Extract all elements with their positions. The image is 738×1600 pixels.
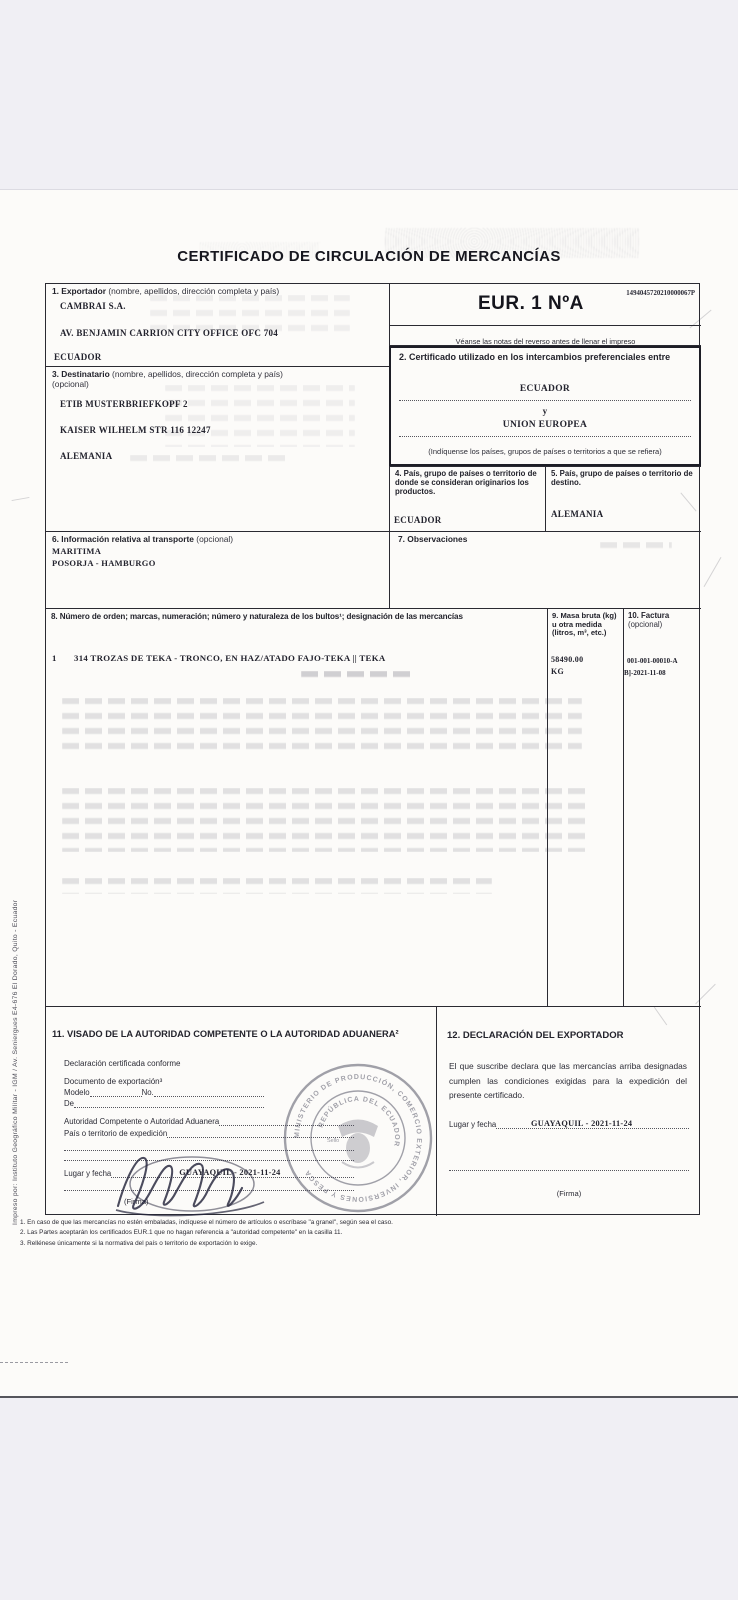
- dotted-rule: [399, 400, 691, 401]
- box3-opcional: (opcional): [52, 378, 89, 389]
- box12-header: 12. DECLARACIÓN DEL EXPORTADOR: [447, 1030, 624, 1041]
- ministry-stamp: [272, 1052, 444, 1224]
- dotted-rule: [399, 436, 691, 437]
- box10-factura: [623, 609, 701, 1007]
- exporter-country: ECUADOR: [54, 352, 102, 362]
- lugar-fecha-label: Lugar y fecha: [64, 1169, 112, 1178]
- box6-transporte: [46, 531, 389, 608]
- box2-title: 2. Certificado utilizado en los intercambios preferenciales entre: [399, 352, 671, 362]
- eur1-header-box: [389, 284, 701, 326]
- pais-expedicion-label: País o territorio de expedición: [64, 1129, 168, 1138]
- box5-pais-destino: [545, 466, 701, 531]
- footnote-1: 1. En caso de que las mercancías no estén embaladas, indíquese el número de artículos o escríbase "a granel", según sea el caso.: [20, 1219, 393, 1226]
- stamp-sello-text: Sello: [327, 1138, 340, 1144]
- scan-scratch: [12, 497, 30, 501]
- box7-label: 7. Observaciones: [398, 534, 468, 544]
- exporter-declaration-paragraph: El que suscribe declara que las mercancías arriba designadas cumplen las condiciones exigidas para la expedición del presente certificado.: [449, 1061, 687, 1101]
- box4-pais-origen: [389, 466, 545, 531]
- box5-label: 5. País, grupo de países o territorio de destino.: [551, 469, 693, 487]
- documento-exportacion: Documento de exportación³: [64, 1077, 163, 1086]
- transport-mode: MARITIMA: [52, 546, 102, 556]
- box1-number-label: 1. Exportador: [52, 286, 106, 296]
- footnotes: [20, 1218, 660, 1249]
- dotted-leader: [496, 1120, 689, 1129]
- box7-observaciones: [389, 531, 701, 608]
- box2-party1: ECUADOR: [519, 384, 571, 394]
- lugar-fecha-line-12: [449, 1120, 689, 1129]
- dotted-leader: [154, 1088, 264, 1097]
- dotted-leader: [90, 1088, 142, 1097]
- stray-dashed-mark: [0, 1362, 68, 1363]
- box2-party2: UNION EUROPEA: [502, 420, 588, 430]
- reverse-notes-strip: [389, 326, 701, 346]
- dotted-rule: [449, 1170, 689, 1171]
- ghost-paragraph: [62, 788, 586, 852]
- ghost-paragraph: [62, 698, 582, 756]
- box3-label: [52, 370, 383, 380]
- box1-paren: (nombre, apellidos, dirección completa y país): [108, 286, 280, 296]
- reverse-notes-text: Véanse las notas del reverso antes de llenar el impreso: [455, 337, 636, 346]
- invoice-number-line1: 001-001-00010-A: [627, 657, 678, 665]
- box2-connector: y: [542, 406, 548, 416]
- consignee-country: ALEMANIA: [60, 451, 113, 461]
- scanned-paper-sheet: [0, 190, 738, 1398]
- box6-label: [52, 535, 383, 545]
- autoridad-label: Autoridad Competente o Autoridad Aduanera: [64, 1117, 220, 1126]
- box11-header: 11. VISADO DE LA AUTORIDAD COMPETENTE O LA AUTORIDAD ADUANERA²: [52, 1029, 399, 1039]
- printer-credit-vertical-text: Impreso por: Instituto Geográfico Militar - IGM / Av. Seniergues E4-676 El Dorado, Quito - Ecuador: [12, 899, 19, 1225]
- invoice-number-line2: B]-2021-11-08: [624, 669, 666, 677]
- box10-header: 10. Factura: [628, 611, 670, 620]
- signature: [108, 1142, 276, 1228]
- destination-country-value: ALEMANIA: [551, 509, 604, 519]
- box3-destinatario: [46, 366, 389, 531]
- origin-country-value: ECUADOR: [394, 515, 442, 525]
- consignee-address: KAISER WILHELM STR 116 12247: [60, 425, 211, 435]
- box2-hint: (Indíquense los países, grupos de países o territorios a que se refiera): [428, 447, 662, 456]
- footnote-3: 3. Rellénese únicamente si la normativa del país o territorio de exportación lo exige.: [20, 1239, 258, 1247]
- modelo-no-line: [64, 1088, 264, 1097]
- modelo-label: Modelo: [64, 1088, 90, 1097]
- declaracion-conforme: Declaración certificada conforme: [64, 1059, 181, 1068]
- gross-mass-unit: KG: [551, 667, 565, 676]
- firma-label-12: (Firma): [556, 1189, 582, 1198]
- box9-header-line3: (litros, m³, etc.): [552, 628, 607, 638]
- box6-paren: (opcional): [196, 534, 234, 544]
- gross-mass-value: 58490.00: [551, 655, 584, 664]
- stamp-inner-text: REPÚBLICA DEL ECUADOR: [317, 1095, 401, 1148]
- footnote-2: 2. Las Partes aceptarán los certificados EUR.1 que no hagan referencia a "autoridad competente" en la casilla 11.: [20, 1229, 343, 1237]
- consignee-name: ETIB MUSTERBRIEFKOPF 2: [60, 399, 188, 409]
- box2-certificado-preferencial: [389, 346, 701, 466]
- box4-label: 4. País, grupo de países o territorio de donde se consideran originarios los productos.: [395, 469, 537, 496]
- box9-header-line2: u otra medida: [552, 619, 602, 629]
- item-number: 1: [52, 653, 57, 663]
- no-label: No.: [141, 1088, 154, 1097]
- box8-header: 8. Número de orden; marcas, numeración; número y naturaleza de los bultos¹; designación de las mercancías: [51, 612, 463, 621]
- ghost-text-block: [301, 671, 411, 684]
- eur1-serial-number: 1494045720210000067P: [626, 290, 695, 297]
- stamp-outer-text: MINISTERIO DE PRODUCCIÓN, COMERCIO EXTERIOR, INVERSIONES Y PESCA: [293, 1073, 423, 1203]
- box12-declaracion-exportador: [436, 1006, 701, 1216]
- lugar-fecha-value-12: GUAYAQUIL - 2021-11-24: [530, 1119, 633, 1128]
- box1-label: [52, 287, 383, 297]
- exporter-name: CAMBRAI S.A.: [60, 301, 126, 311]
- box6-number-label: 6. Información relativa al transporte: [52, 534, 194, 544]
- goods-description: 314 TROZAS DE TEKA - TRONCO, EN HAZ/ATADO FAJO-TEKA || TEKA: [74, 653, 386, 663]
- box3-number-label: 3. Destinatario: [52, 369, 110, 379]
- exporter-address: AV. BENJAMIN CARRION CITY OFFICE OFC 704: [60, 328, 279, 338]
- transport-route: POSORJA - HAMBURGO: [52, 558, 156, 568]
- lugar-fecha-label-12: Lugar y fecha: [449, 1120, 497, 1129]
- box3-paren: (nombre, apellidos, dirección completa y país): [112, 369, 283, 379]
- box1-exportador: [46, 284, 389, 366]
- dotted-leader: [74, 1099, 264, 1108]
- scan-scratch: [704, 557, 722, 587]
- de-label: De: [64, 1099, 74, 1108]
- coat-of-arms: [338, 1120, 378, 1168]
- eur1-title: EUR. 1 NºA: [478, 293, 584, 314]
- page-title: CERTIFICADO DE CIRCULACIÓN DE MERCANCÍAS: [177, 248, 561, 265]
- lugar-fecha-value-11: GUAYAQUIL - 2021-11-24: [179, 1168, 281, 1177]
- de-line: [64, 1099, 264, 1108]
- firma-label-11: (Firma): [124, 1197, 149, 1206]
- ghost-paragraph: [62, 878, 492, 894]
- box9-header-line1: 9. Masa bruta (kg): [552, 611, 617, 620]
- box10-paren: (opcional): [628, 619, 663, 629]
